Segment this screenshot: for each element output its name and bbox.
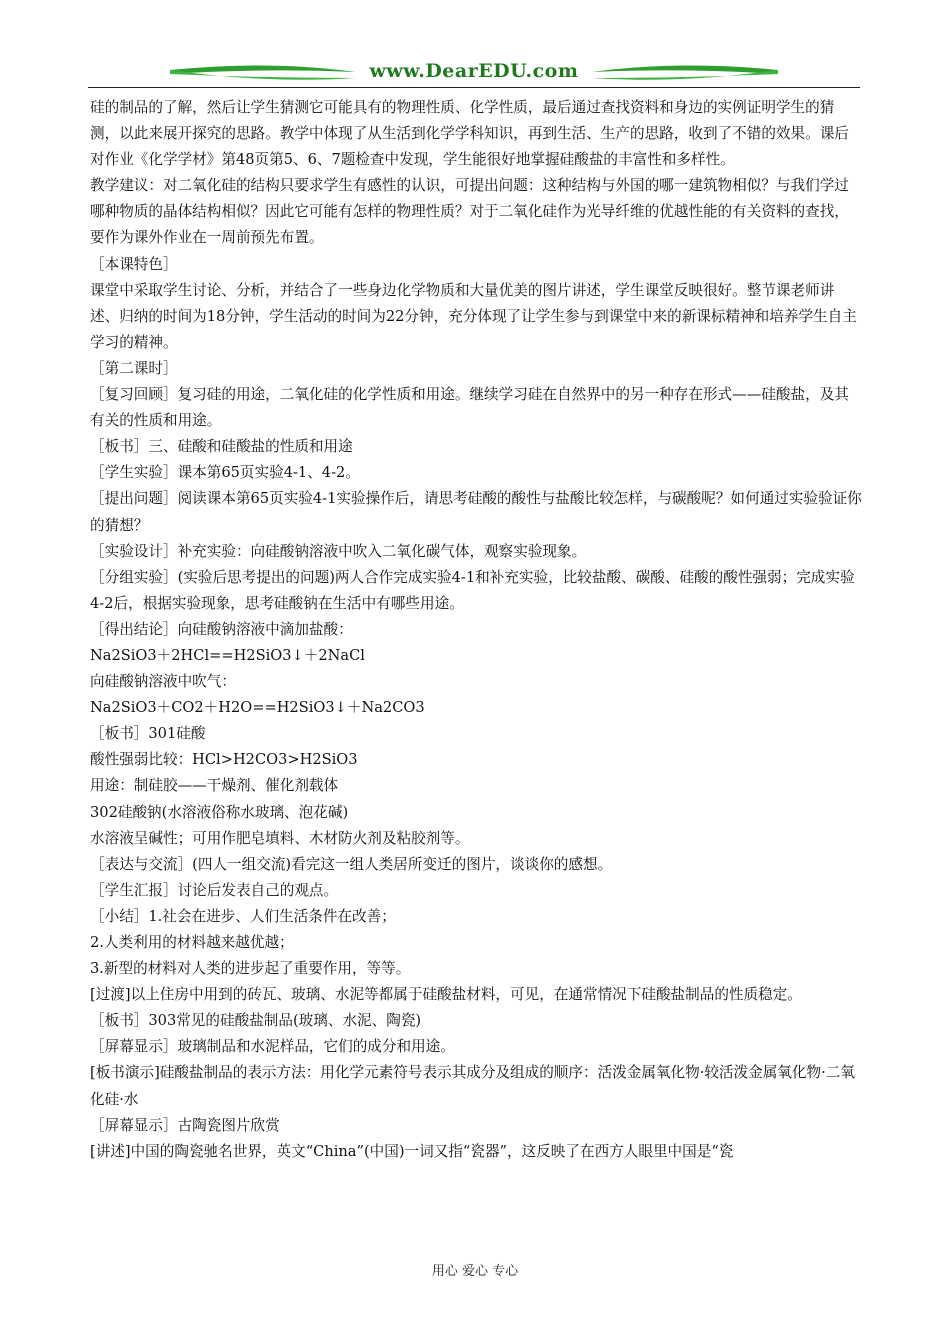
- paragraph: ［学生汇报］讨论后发表自己的观点。: [90, 881, 339, 899]
- paragraph: 2.人类利用的材料越来越优越；: [90, 934, 294, 951]
- paragraph: Na2SiO3＋CO2＋H2O==H2SiO3↓＋Na2CO3: [90, 699, 425, 717]
- paragraph: ［实验设计］补充实验：向硅酸钠溶液中吹入二氧化碳气体，观察实验现象。: [90, 542, 587, 560]
- paragraph: 3.新型的材料对人类的进步起了重要作用，等等。: [90, 960, 411, 978]
- paragraph: ［学生实验］课本第65页实验4-1、4-2。: [90, 464, 360, 482]
- paragraph: 教学建议：对二氧化硅的结构只要求学生有感性的认识，可提出问题：这种结构与外国的哪一建筑物相似？与我们学过哪种物质的晶体结构相似？因此它可能有怎样的物理性质？对于二氧化硅作为光导纤维的优越性能的有关资料的查找，要作为课外作业在一周前预先布置。: [90, 177, 849, 247]
- paragraph: ［屏幕显示］古陶瓷图片欣赏: [90, 1116, 280, 1134]
- paragraph: ［板书］三、硅酸和硅酸盐的性质和用途: [90, 438, 353, 456]
- paragraph: 水溶液呈碱性；可用作肥皂填料、木材防火剂及粘胶剂等。: [90, 829, 470, 847]
- page-footer: 用心 爱心 专心: [431, 1264, 519, 1279]
- document-body: [90, 95, 862, 1165]
- paragraph: 课堂中采取学生讨论、分析，并结合了一些身边化学物质和大量优美的图片讲述，学生课堂反映很好。整节课老师讲述、归纳的时间为18分钟，学生活动的时间为22分钟，充分体现了让学生参与到课堂中来的新课标精神和培养学生自主学习的精神。: [90, 281, 857, 351]
- paragraph: ［表达与交流］(四人一组交流)看完这一组人类居所变迁的图片，谈谈你的感想。: [90, 855, 613, 873]
- paragraph: ［复习回顾］复习硅的用途，二氧化硅的化学性质和用途。继续学习硅在自然界中的另一种存在形式——硅酸盐，及其有关的性质和用途。: [90, 386, 849, 430]
- header-divider: [88, 87, 860, 88]
- paragraph: ［本课特色］: [90, 255, 178, 273]
- paragraph: ［板书］301硅酸: [90, 725, 206, 743]
- paragraph: ［得出结论］向硅酸钠溶液中滴加盐酸：: [90, 620, 353, 638]
- paragraph: ［提出问题］阅读课本第65页实验4-1实验操作后，请思考硅酸的酸性与盐酸比较怎样，与碳酸呢？如何通过实验验证你的猜想？: [90, 490, 862, 534]
- paragraph: ［分组实验］(实验后思考提出的问题)两人合作完成实验4-1和补充实验，比较盐酸、碳酸、硅酸的酸性强弱；完成实验4-2后，根据实验现象，思考硅酸钠在生活中有哪些用途。: [90, 568, 855, 612]
- paragraph: ［屏幕显示］玻璃制品和水泥样品，它们的成分和用途。: [90, 1038, 455, 1056]
- paragraph: 酸性强弱比较：HCl>H2CO3>H2SiO3: [90, 751, 358, 769]
- paragraph: [过渡]以上住房中用到的砖瓦、玻璃、水泥等都属于硅酸盐材料，可见，在通常情况下硅酸盐制品的性质稳定。: [90, 986, 802, 1004]
- paragraph: 硅的制品的了解，然后让学生猜测它可能具有的物理性质、化学性质，最后通过查找资料和身边的实例证明学生的猜测，以此来展开探究的思路。教学中体现了从生活到化学学科知识，再到生活、生产的思路，收到了不错的效果。课后对作业《化学学材》第48页第5、6、7题检查中发现，学生能很好地掌握硅酸盐的丰富性和多样性。: [90, 99, 849, 169]
- paragraph: 302硅酸钠(水溶液俗称水玻璃、泡花碱): [90, 803, 349, 821]
- paragraph: 用途：制硅胶——干燥剂、催化剂载体: [90, 777, 339, 795]
- page-header: [88, 56, 860, 90]
- paragraph: ［小结］1.社会在进步、人们生活条件在改善；: [90, 907, 396, 925]
- site-url: www.DearEDU.com: [369, 60, 579, 82]
- paragraph: ［第二课时］: [90, 359, 178, 377]
- paragraph: Na2SiO3＋2HCl==H2SiO3↓＋2NaCl: [90, 646, 365, 664]
- paragraph: ［板书］303常见的硅酸盐制品(玻璃、水泥、陶瓷): [90, 1012, 422, 1030]
- paragraph: 向硅酸钠溶液中吹气：: [90, 673, 236, 691]
- paragraph: [板书演示]硅酸盐制品的表示方法：用化学元素符号表示其成分及组成的顺序：活泼金属氧化物·较活泼金属氧化物·二氧化硅·水: [90, 1064, 855, 1108]
- paragraph: [讲述]中国的陶瓷驰名世界，英文“China”(中国)一词又指“瓷器”，这反映了在西方人眼里中国是“瓷: [90, 1142, 734, 1160]
